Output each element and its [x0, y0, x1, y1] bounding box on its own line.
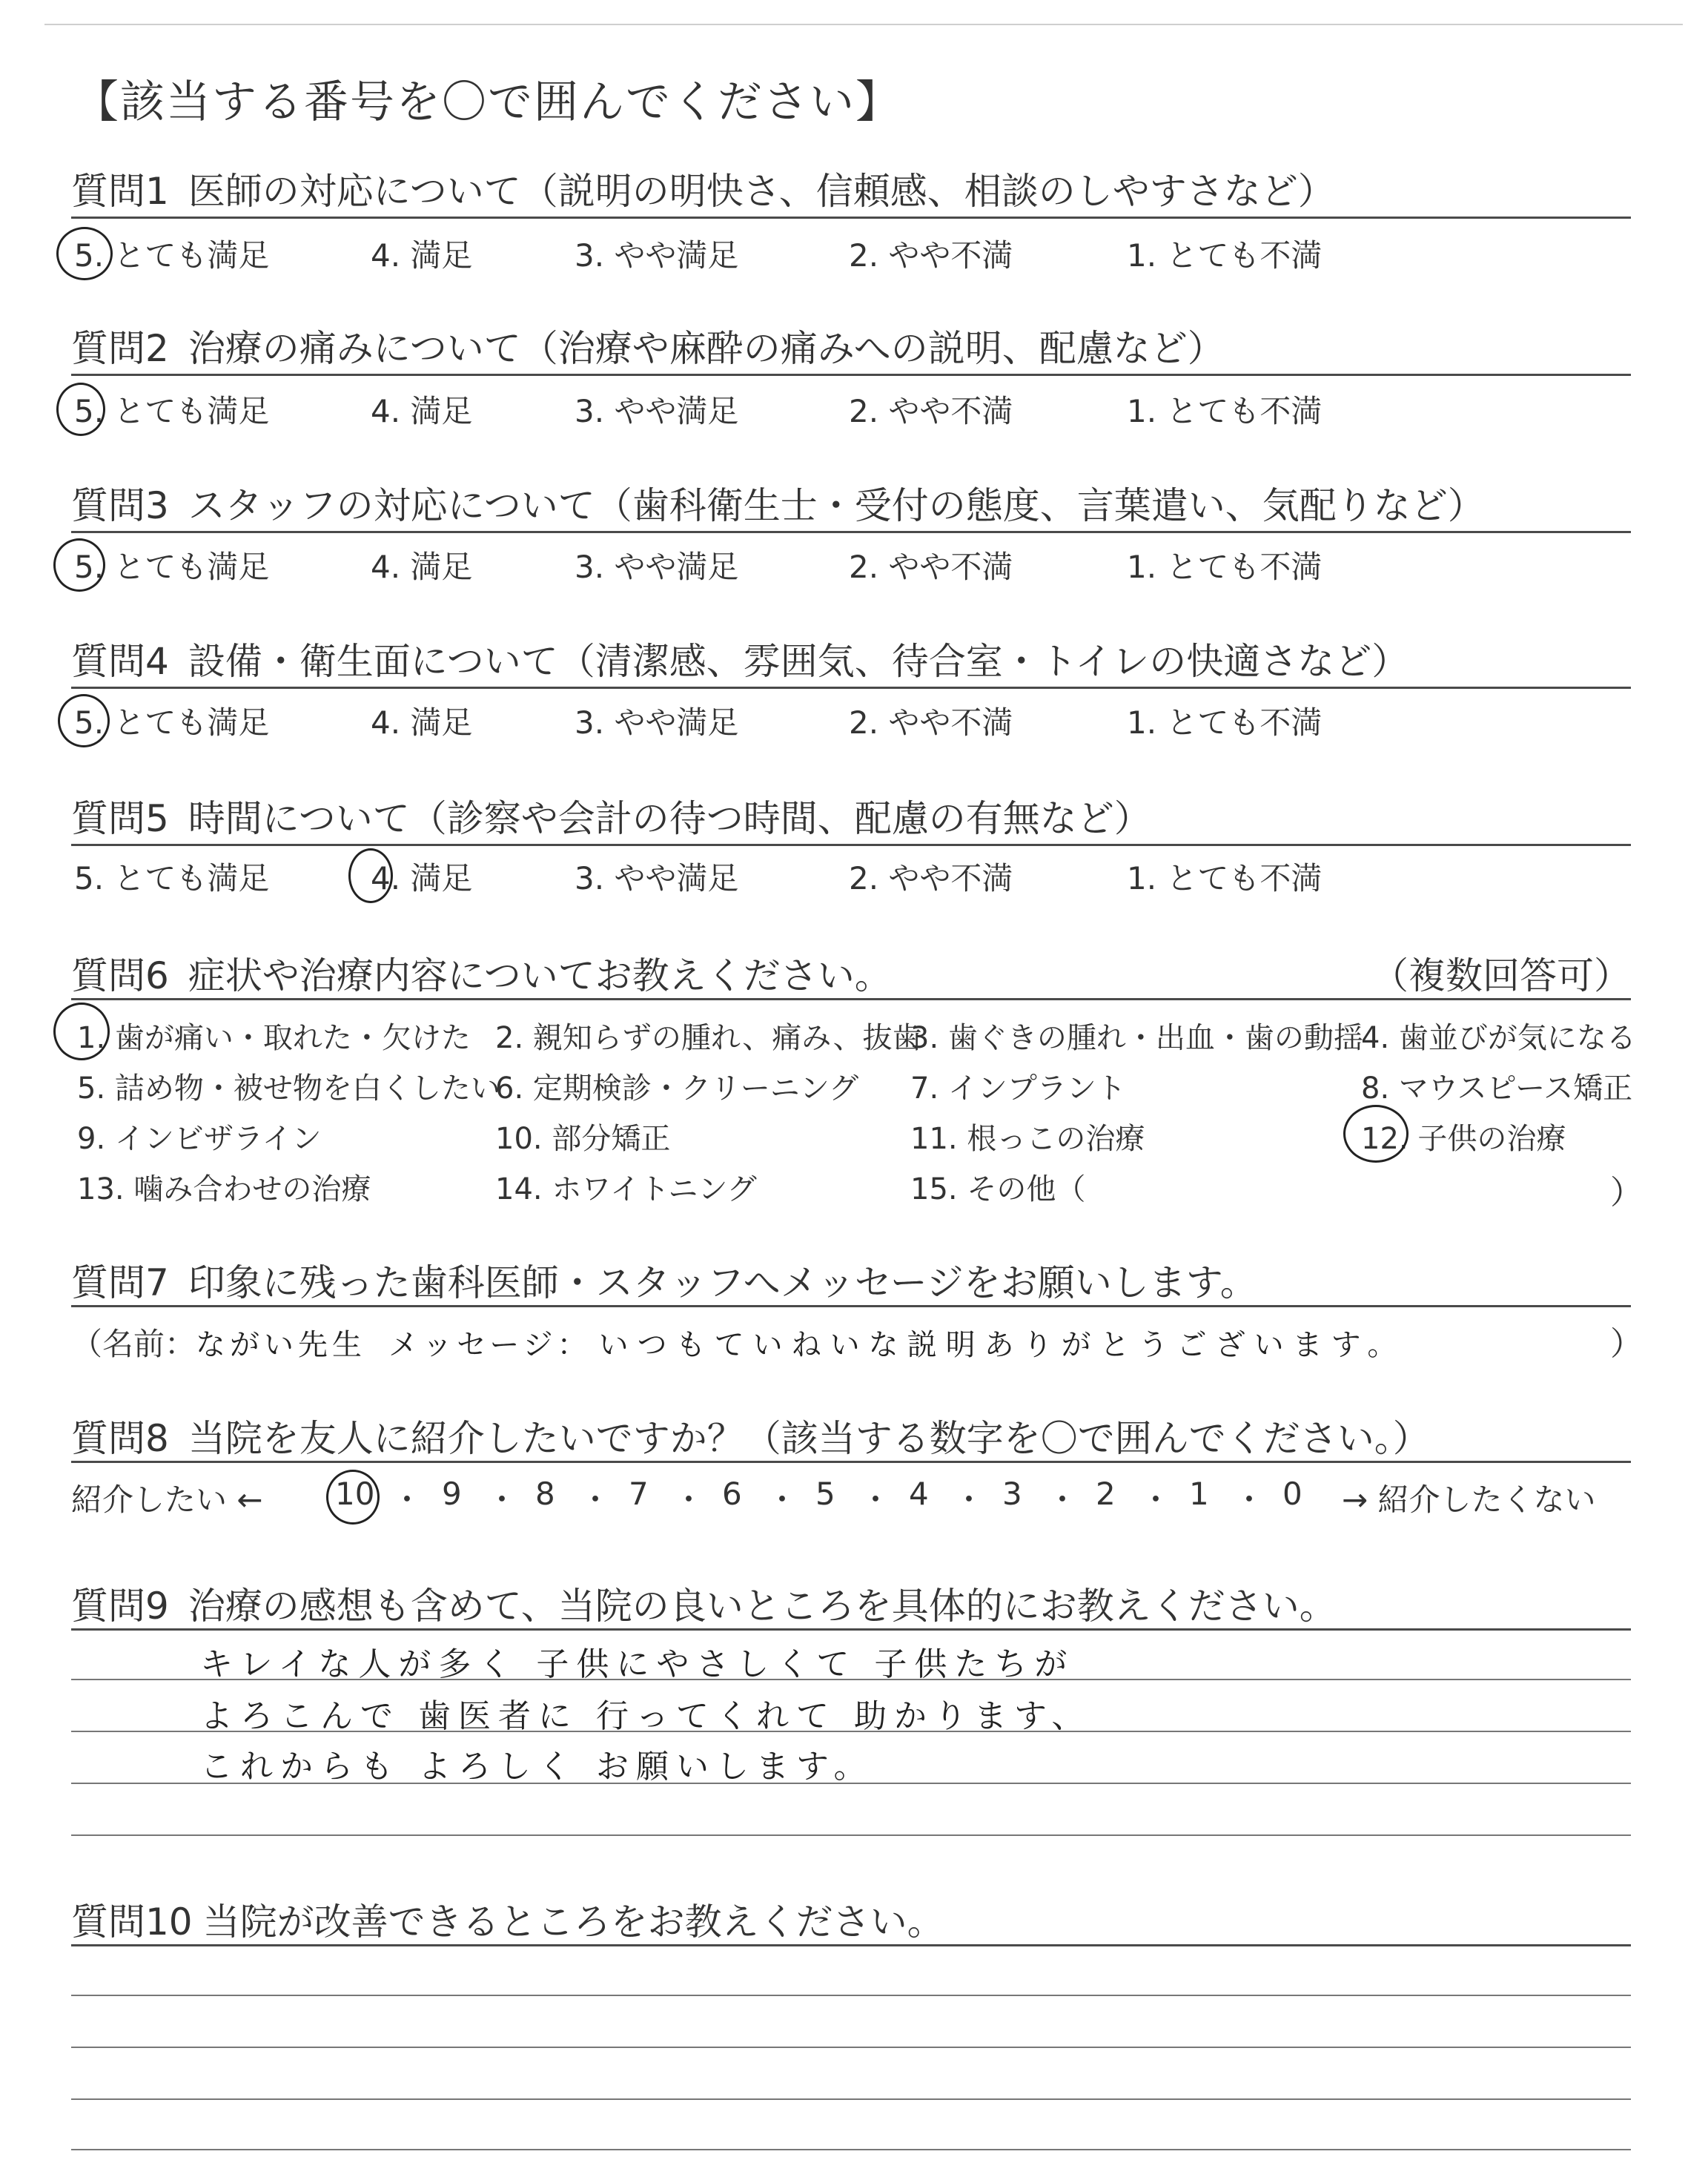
- option-4[interactable]: 4. 満足: [371, 549, 473, 585]
- scale-4[interactable]: 4: [909, 1476, 929, 1512]
- scale-dot: ・: [486, 1482, 518, 1518]
- symptom-item[interactable]: 4. 歯並びが気になる: [1361, 1021, 1636, 1055]
- divider: [71, 687, 1631, 689]
- divider: [71, 1944, 1631, 1946]
- question-number: 質問5: [71, 797, 169, 840]
- question-text: 設備・衛生面について（清潔感、雰囲気、待合室・トイレの快適さなど）: [188, 640, 1409, 683]
- message-label: メッセージ：: [388, 1328, 592, 1362]
- divider: [71, 1305, 1631, 1307]
- scale-dot: ・: [673, 1482, 705, 1518]
- handwritten-answer-line[interactable]: キレイな人が多く 子供にやさしくて 子供たちが: [200, 1645, 1075, 1683]
- answer-circle: [1343, 1105, 1409, 1163]
- symptom-item[interactable]: 7. インプラント: [910, 1071, 1126, 1106]
- question-8: [71, 1409, 1430, 1462]
- instruction-title: 【該当する番号を〇で囲んでください】: [74, 76, 901, 128]
- question-4: [71, 632, 1409, 685]
- other-close-paren: ）: [1610, 1174, 1643, 1212]
- option-2[interactable]: 2. やや不満: [849, 704, 1013, 741]
- symptom-item[interactable]: 3. 歯ぐきの腫れ・出血・歯の動揺: [910, 1021, 1363, 1055]
- option-3[interactable]: 3. やや満足: [575, 549, 739, 585]
- question-text: スタッフの対応について（歯科衛生士・受付の態度、言葉遣い、気配りなど）: [188, 484, 1485, 527]
- message-value[interactable]: いつもていねいな説明ありがとうございます。: [598, 1328, 1406, 1362]
- symptom-item[interactable]: 6. 定期検診・クリーニング: [495, 1071, 859, 1106]
- question-1: [71, 162, 1335, 215]
- option-3[interactable]: 3. やや満足: [575, 704, 739, 741]
- handwritten-answer-line[interactable]: よろこんで 歯医者に 行ってくれて 助かります、: [200, 1697, 1092, 1735]
- divider: [71, 374, 1631, 376]
- divider: [71, 1461, 1631, 1463]
- question-text: 症状や治療内容についてお教えください。: [188, 954, 892, 997]
- scale-dot: ・: [580, 1482, 612, 1518]
- option-1[interactable]: 1. とても不満: [1127, 393, 1323, 429]
- handwritten-answer-line[interactable]: これからも よろしく お願いします。: [200, 1748, 874, 1786]
- question-5: [71, 789, 1151, 842]
- scale-1[interactable]: 1: [1189, 1476, 1209, 1512]
- message-line: [71, 1320, 1406, 1364]
- question-number: 質問2: [71, 327, 169, 370]
- scale-left-label: 紹介したい ←: [71, 1482, 263, 1518]
- name-value[interactable]: ながい先生: [196, 1328, 367, 1362]
- option-5[interactable]: 5. とても満足: [74, 237, 270, 274]
- scale-7[interactable]: 7: [629, 1476, 649, 1512]
- question-number: 質問1: [71, 170, 169, 213]
- symptom-item[interactable]: 5. 詰め物・被せ物を白くしたい: [77, 1071, 500, 1106]
- question-text: 当院を友人に紹介したいですか？（該当する数字を〇で囲んでください。）: [188, 1417, 1430, 1460]
- option-1[interactable]: 1. とても不満: [1127, 860, 1323, 896]
- option-3[interactable]: 3. やや満足: [575, 393, 739, 429]
- scale-dot: ・: [1234, 1482, 1265, 1518]
- question-number: 質問7: [71, 1261, 169, 1304]
- scale-dot: ・: [1140, 1482, 1172, 1518]
- scale-3[interactable]: 3: [1002, 1476, 1022, 1512]
- answer-circle: [326, 1470, 380, 1525]
- option-2[interactable]: 2. やや不満: [849, 237, 1013, 274]
- symptom-item[interactable]: 13. 噛み合わせの治療: [77, 1172, 371, 1206]
- question-number: 質問10: [71, 1900, 193, 1943]
- multiple-answer-note: （複数回答可）: [1371, 954, 1631, 997]
- option-3[interactable]: 3. やや満足: [575, 860, 739, 896]
- top-border: [44, 24, 1683, 25]
- answer-circle: [58, 694, 110, 747]
- scale-0[interactable]: 0: [1282, 1476, 1302, 1512]
- option-2[interactable]: 2. やや不満: [849, 549, 1013, 585]
- scale-10[interactable]: 10: [335, 1476, 375, 1512]
- divider: [71, 531, 1631, 533]
- answer-line: [71, 2047, 1631, 2048]
- option-5[interactable]: 5. とても満足: [74, 393, 270, 429]
- answer-circle: [53, 1003, 110, 1060]
- symptom-item[interactable]: 2. 親知らずの腫れ、痛み、抜歯: [495, 1021, 922, 1055]
- option-2[interactable]: 2. やや不満: [849, 860, 1013, 896]
- divider: [71, 217, 1631, 219]
- question-text: 治療の痛みについて（治療や麻酔の痛みへの説明、配慮など）: [188, 327, 1225, 370]
- option-3[interactable]: 3. やや満足: [575, 237, 739, 274]
- question-text: 医師の対応について（説明の明快さ、信頼感、相談のしやすさなど）: [188, 170, 1335, 213]
- scale-8[interactable]: 8: [535, 1476, 555, 1512]
- option-2[interactable]: 2. やや不満: [849, 393, 1013, 429]
- scale-9[interactable]: 9: [442, 1476, 462, 1512]
- question-9: [71, 1576, 1337, 1630]
- symptom-item[interactable]: 8. マウスピース矯正: [1361, 1071, 1633, 1106]
- option-5[interactable]: 5. とても満足: [74, 549, 270, 585]
- name-label: （名前：: [71, 1326, 196, 1362]
- question-number: 質問8: [71, 1417, 169, 1460]
- scale-dot: ・: [391, 1482, 423, 1518]
- symptom-item[interactable]: 1. 歯が痛い・取れた・欠けた: [77, 1021, 471, 1055]
- divider: [71, 1628, 1631, 1631]
- answer-circle: [56, 383, 105, 436]
- scale-dot: ・: [767, 1482, 798, 1518]
- question-2: [71, 319, 1225, 372]
- symptom-item[interactable]: 14. ホワイトニング: [495, 1172, 757, 1206]
- option-1[interactable]: 1. とても不満: [1127, 704, 1323, 741]
- answer-circle: [348, 848, 393, 903]
- scale-5[interactable]: 5: [815, 1476, 835, 1512]
- divider: [71, 844, 1631, 846]
- option-5[interactable]: 5. とても満足: [74, 860, 270, 896]
- answer-line: [71, 1995, 1631, 1996]
- scale-dot: ・: [860, 1482, 892, 1518]
- scale-right-label: → 紹介したくない: [1342, 1482, 1596, 1518]
- question-number: 質問9: [71, 1585, 169, 1628]
- symptom-item[interactable]: 15. その他（: [910, 1172, 1086, 1206]
- scale-6[interactable]: 6: [722, 1476, 742, 1512]
- option-4[interactable]: 4. 満足: [371, 393, 473, 429]
- answer-line: [71, 1834, 1631, 1836]
- answer-circle: [56, 227, 113, 280]
- scale-2[interactable]: 2: [1096, 1476, 1116, 1512]
- question-number: 質問6: [71, 954, 169, 997]
- symptom-item[interactable]: 12. 子供の治療: [1361, 1122, 1566, 1156]
- symptom-item[interactable]: 9. インビザライン: [77, 1122, 322, 1156]
- option-5[interactable]: 5. とても満足: [74, 704, 270, 741]
- symptom-item[interactable]: 11. 根っこの治療: [910, 1122, 1145, 1156]
- question-6: [71, 946, 892, 1000]
- question-3: [71, 476, 1485, 529]
- option-4[interactable]: 4. 満足: [371, 860, 473, 896]
- option-1[interactable]: 1. とても不満: [1127, 237, 1323, 274]
- option-1[interactable]: 1. とても不満: [1127, 549, 1323, 585]
- question-number: 質問3: [71, 484, 169, 527]
- option-4[interactable]: 4. 満足: [371, 237, 473, 274]
- divider: [71, 998, 1631, 1000]
- symptom-item[interactable]: 10. 部分矯正: [495, 1122, 671, 1156]
- question-10: [71, 1892, 944, 1946]
- answer-line: [71, 2098, 1631, 2100]
- scale-dot: ・: [1047, 1482, 1079, 1518]
- scale-dot: ・: [953, 1482, 985, 1518]
- message-close-paren: ）: [1610, 1325, 1643, 1363]
- question-text: 印象に残った歯科医師・スタッフへメッセージをお願いします。: [188, 1261, 1257, 1304]
- answer-circle: [53, 538, 105, 592]
- question-number: 質問4: [71, 640, 169, 683]
- question-text: 時間について（診察や会計の待つ時間、配慮の有無など）: [188, 797, 1151, 840]
- option-4[interactable]: 4. 満足: [371, 704, 473, 741]
- question-text: 治療の感想も含めて、当院の良いところを具体的にお教えください。: [188, 1585, 1337, 1628]
- question-text: 当院が改善できるところをお教えください。: [202, 1900, 944, 1943]
- answer-line: [71, 2149, 1631, 2150]
- question-7: [71, 1253, 1257, 1307]
